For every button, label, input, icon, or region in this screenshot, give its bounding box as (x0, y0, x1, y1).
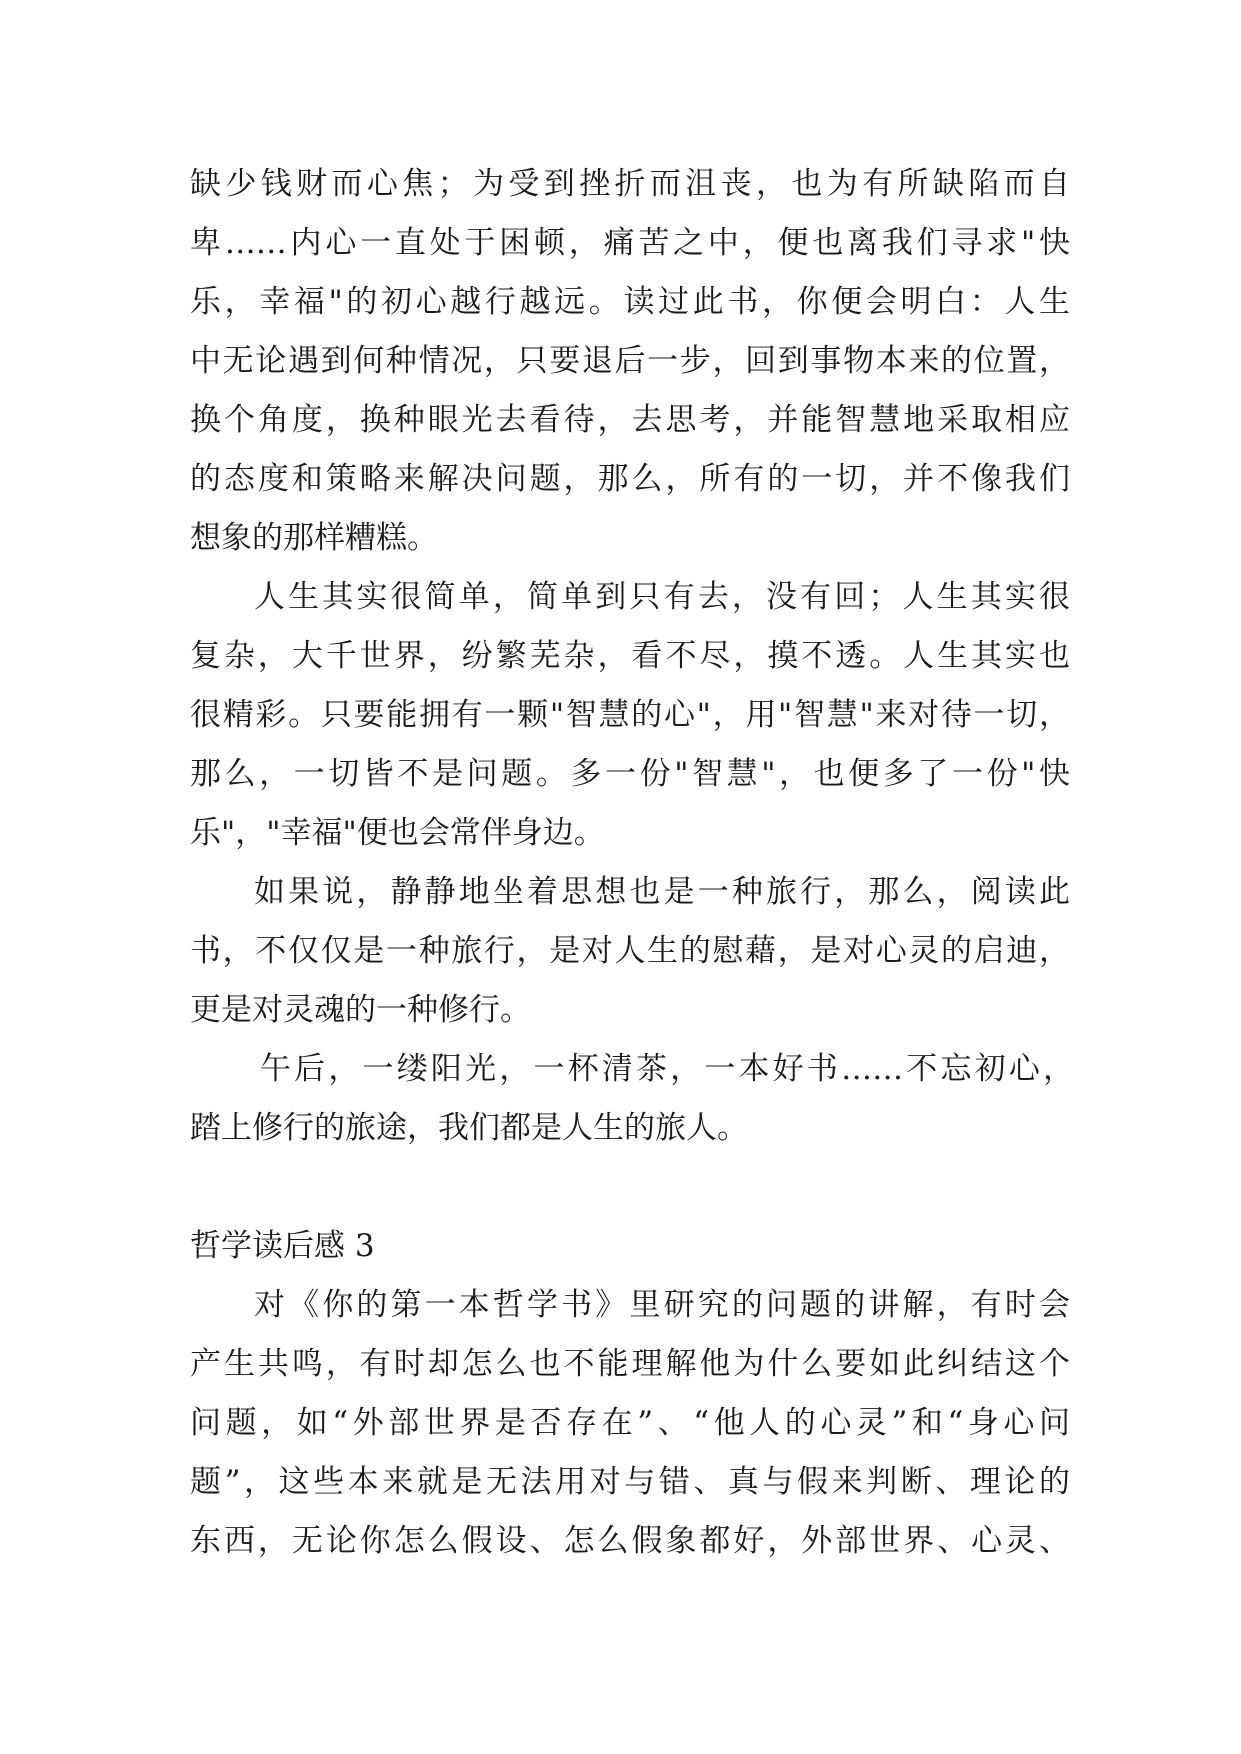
paragraph-1-line-2: 卑……内心一直处于困顿，痛苦之中，便也离我们寻求"快 (190, 225, 1070, 261)
section-paragraph-line-1: 对《你的第一本哲学书》里研究的问题的讲解，有时会 (254, 1287, 1070, 1323)
section-paragraph-line-3: 问题，如“外部世界是否存在”、“他人的心灵”和“身心问 (190, 1405, 1070, 1441)
paragraph-3-line-1: 如果说，静静地坐着思想也是一种旅行，那么，阅读此 (254, 874, 1070, 910)
paragraph-3-line-2: 书，不仅仅是一种旅行，是对人生的慰藉，是对心灵的启迪， (190, 933, 1070, 969)
paragraph-1-line-1: 缺少钱财而心焦；为受到挫折而沮丧，也为有所缺陷而自 (190, 166, 1070, 202)
section-paragraph-line-2: 产生共鸣，有时却怎么也不能理解他为什么要如此纠结这个 (190, 1346, 1070, 1382)
paragraph-2-line-2: 复杂，大千世界，纷繁芜杂，看不尽，摸不透。人生其实也 (190, 638, 1070, 674)
section-paragraph-line-5: 东西，无论你怎么假设、怎么假象都好，外部世界、心灵、 (190, 1523, 1070, 1559)
paragraph-1-line-3: 乐，幸福"的初心越行越远。读过此书，你便会明白：人生 (190, 284, 1070, 320)
paragraph-2-line-5: 乐"，"幸福"便也会常伴身边。 (190, 815, 605, 851)
paragraph-1-line-7: 想象的那样糟糕。 (190, 520, 438, 556)
paragraph-3-line-3: 更是对灵魂的一种修行。 (190, 992, 531, 1028)
paragraph-1-line-4: 中无论遇到何种情况，只要退后一步，回到事物本来的位置， (190, 343, 1070, 379)
paragraph-1-line-6: 的态度和策略来解决问题，那么，所有的一切，并不像我们 (190, 461, 1070, 497)
section-heading: 哲学读后感 3 (190, 1228, 375, 1264)
paragraph-2-line-4: 那么，一切皆不是问题。多一份"智慧"，也便多了一份"快 (190, 756, 1070, 792)
paragraph-4-line-2: 踏上修行的旅途，我们都是人生的旅人。 (190, 1110, 748, 1146)
section-paragraph-line-4: 题”，这些本来就是无法用对与错、真与假来判断、理论的 (190, 1464, 1070, 1500)
paragraph-1-line-5: 换个角度，换种眼光去看待，去思考，并能智慧地采取相应 (190, 402, 1070, 438)
paragraph-2-line-3: 很精彩。只要能拥有一颗"智慧的心"，用"智慧"来对待一切， (190, 697, 1070, 733)
paragraph-2-line-1: 人生其实很简单，简单到只有去，没有回；人生其实很 (254, 579, 1070, 615)
paragraph-4-line-1: 午后，一缕阳光，一杯清茶，一本好书……不忘初心， (260, 1051, 1074, 1087)
